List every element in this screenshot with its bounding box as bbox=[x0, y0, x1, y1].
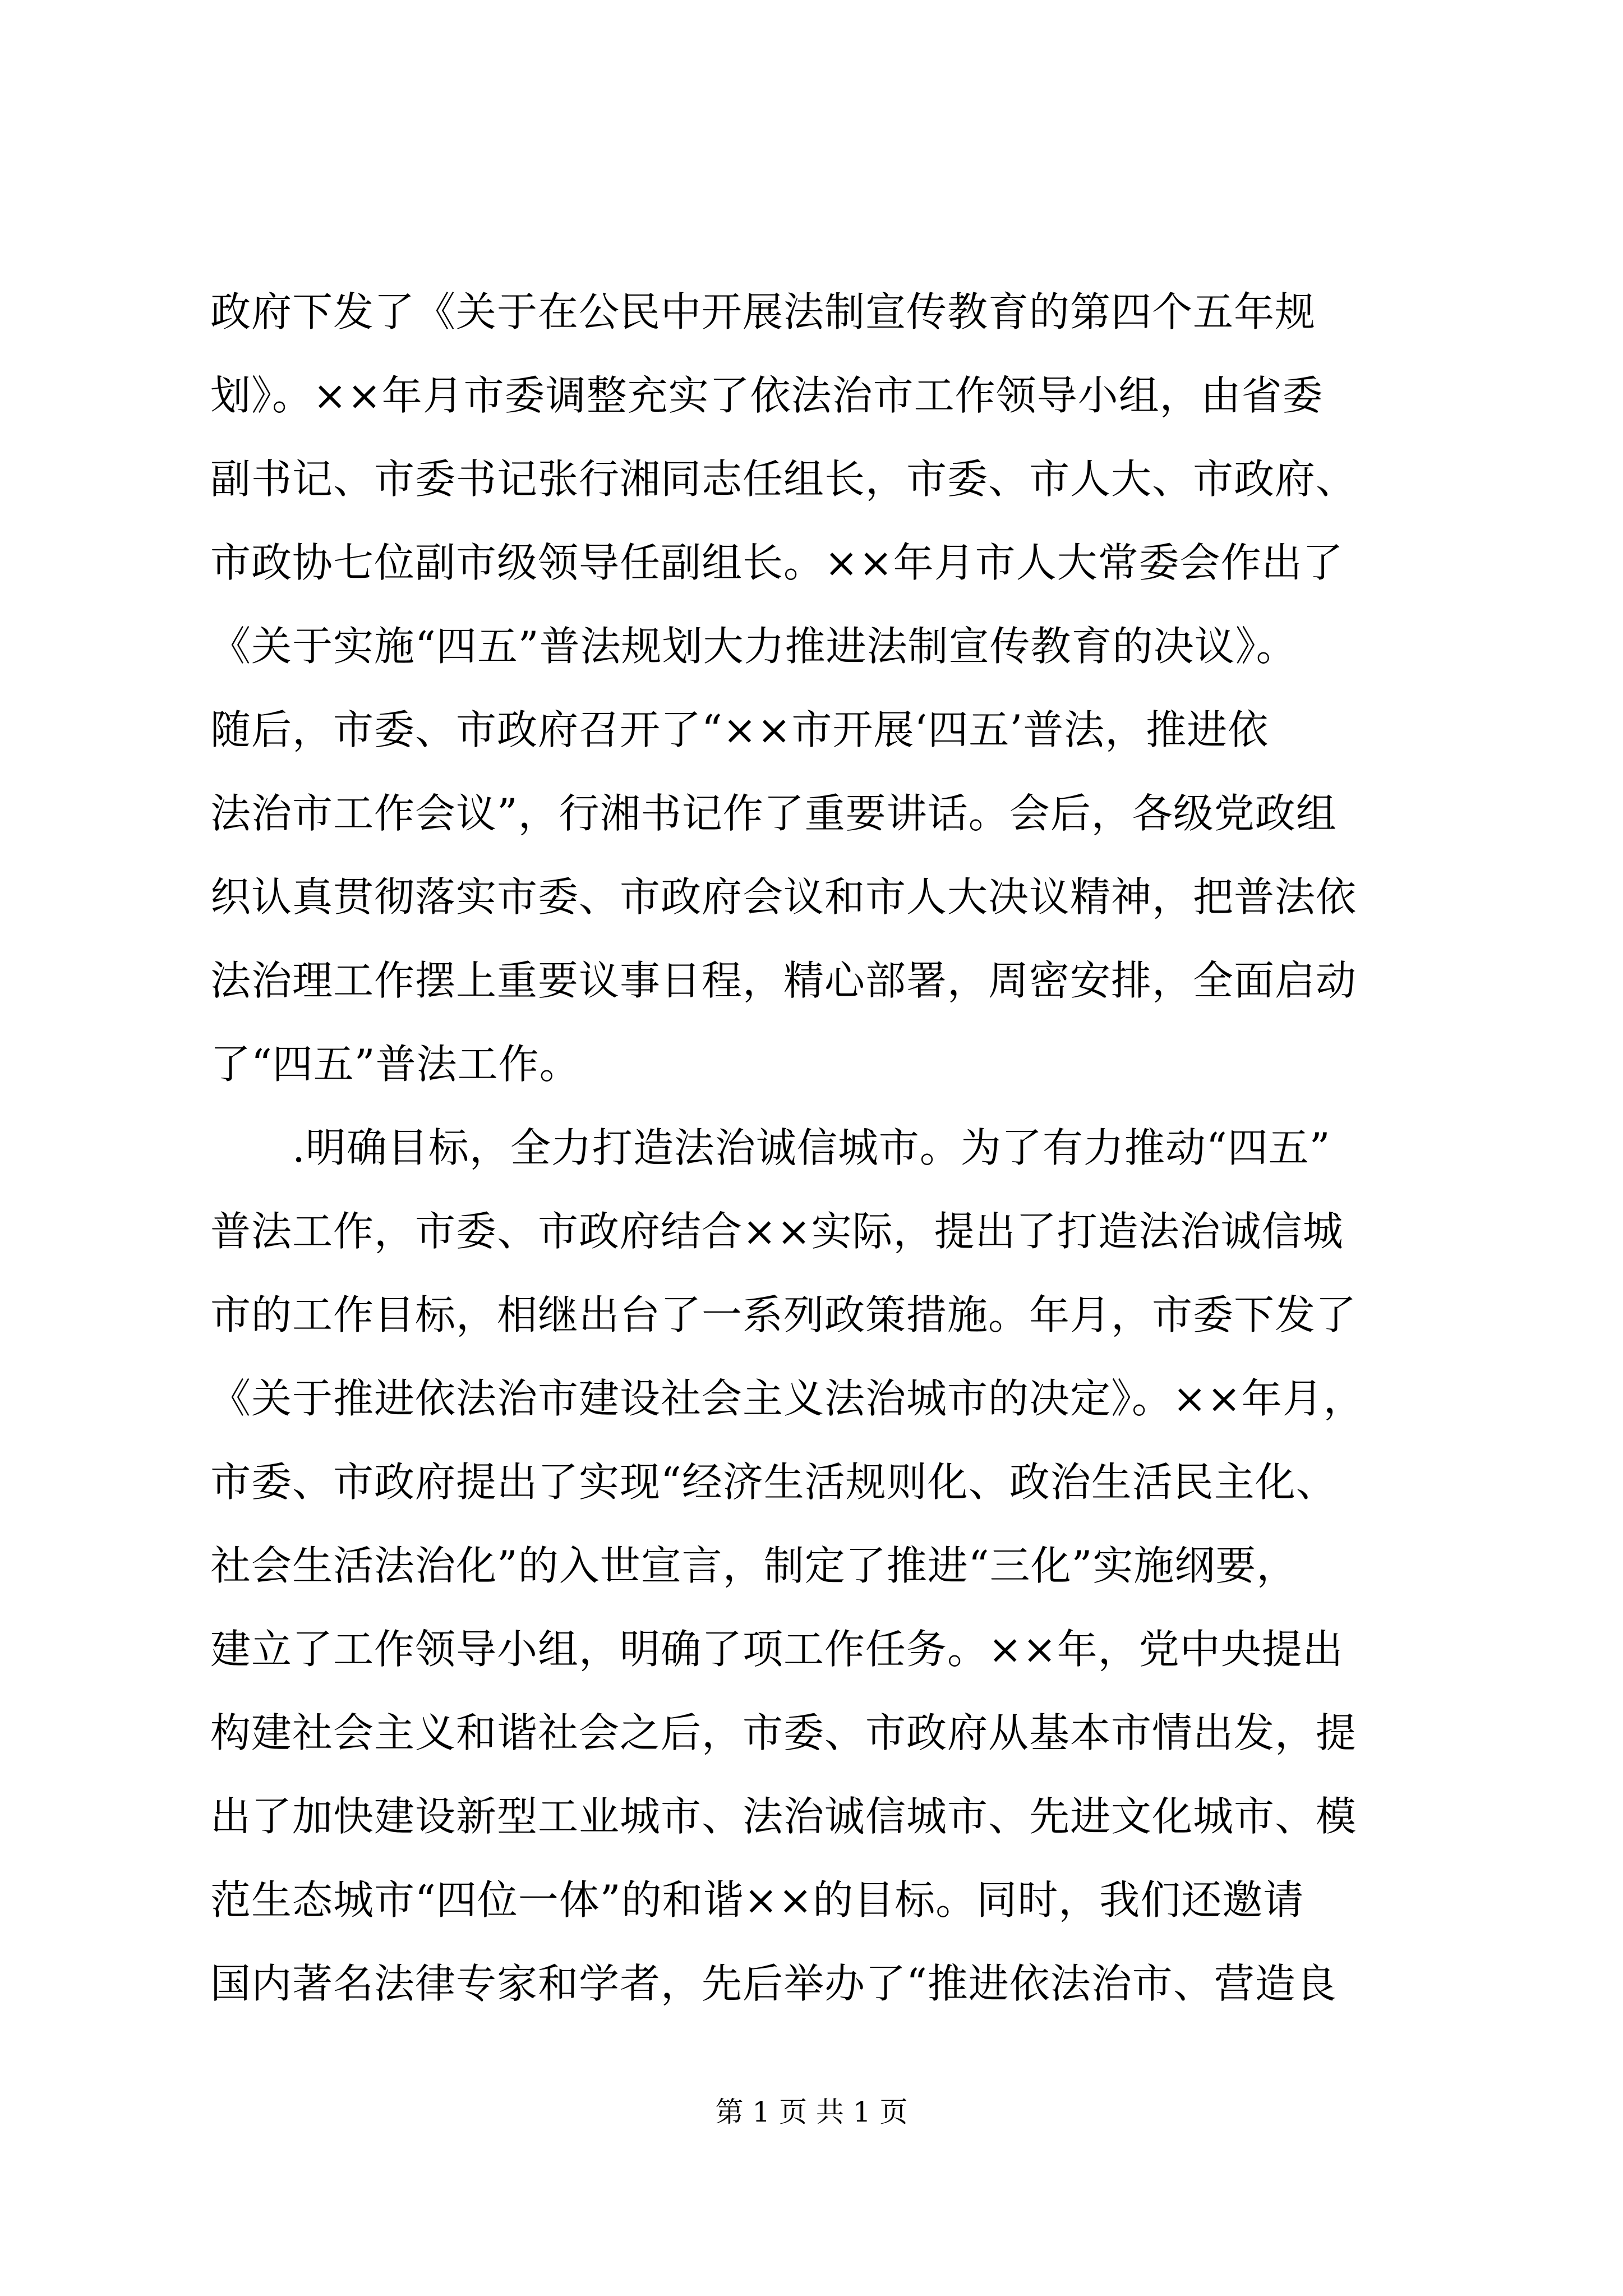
text-line: 随后，市委、市政府召开了“××市开展‘四五’普法，推进依 bbox=[210, 706, 1269, 753]
page-number: 第 1 页 共 1 页 bbox=[715, 2096, 908, 2128]
text-line: 法治理工作摆上重要议事日程，精心部署，周密安排，全面启动 bbox=[210, 957, 1357, 1004]
text-line: 国内著名法律专家和学者，先后举办了“推进依法治市、营造良 bbox=[210, 1960, 1337, 2007]
text-line: 市的工作目标，相继出台了一系列政策措施。年月，市委下发了 bbox=[210, 1291, 1357, 1338]
text-line: 了“四五”普法工作。 bbox=[210, 1041, 580, 1088]
text-line: 建立了工作领导小组，明确了项工作任务。××年，党中央提出 bbox=[210, 1626, 1344, 1673]
text-line: 划》。××年月市委调整充实了依法治市工作领导小组，由省委 bbox=[210, 372, 1324, 419]
text-line: .明确目标，全力打造法治诚信城市。为了有力推动“四五” bbox=[210, 1124, 1331, 1171]
text-line: 市政协七位副市级领导任副组长。××年月市人大常委会作出了 bbox=[210, 539, 1344, 586]
text-line: 构建社会主义和谐社会之后，市委、市政府从基本市情出发，提 bbox=[210, 1709, 1357, 1756]
text-line: 范生态城市“四位一体”的和谐××的目标。同时，我们还邀请 bbox=[210, 1876, 1304, 1924]
text-line: 《关于推进依法治市建设社会主义法治城市的决定》。××年月， bbox=[210, 1375, 1364, 1422]
page-footer bbox=[0, 2095, 1623, 2129]
text-line: 法治市工作会议”，行湘书记作了重要讲话。会后，各级党政组 bbox=[210, 790, 1337, 837]
text-line: 《关于实施“四五”普法规划大力推进法制宣传教育的决议》。 bbox=[210, 623, 1297, 670]
text-line: 市委、市政府提出了实现“经济生活规则化、政治生活民主化、 bbox=[210, 1458, 1337, 1506]
text-line: 普法工作，市委、市政府结合××实际，提出了打造法治诚信城 bbox=[210, 1208, 1344, 1255]
body-text bbox=[210, 270, 1422, 2026]
text-line: 副书记、市委书记张行湘同志任组长，市委、市人大、市政府、 bbox=[210, 455, 1357, 503]
text-line: 政府下发了《关于在公民中开展法制宣传教育的第四个五年规 bbox=[210, 288, 1316, 335]
text-line: 社会生活法治化”的入世宣言，制定了推进“三化”实施纲要， bbox=[210, 1542, 1298, 1589]
text-line: 织认真贯彻落实市委、市政府会议和市人大决议精神，把普法依 bbox=[210, 873, 1357, 921]
text-line: 出了加快建设新型工业城市、法治诚信城市、先进文化城市、模 bbox=[210, 1793, 1357, 1840]
